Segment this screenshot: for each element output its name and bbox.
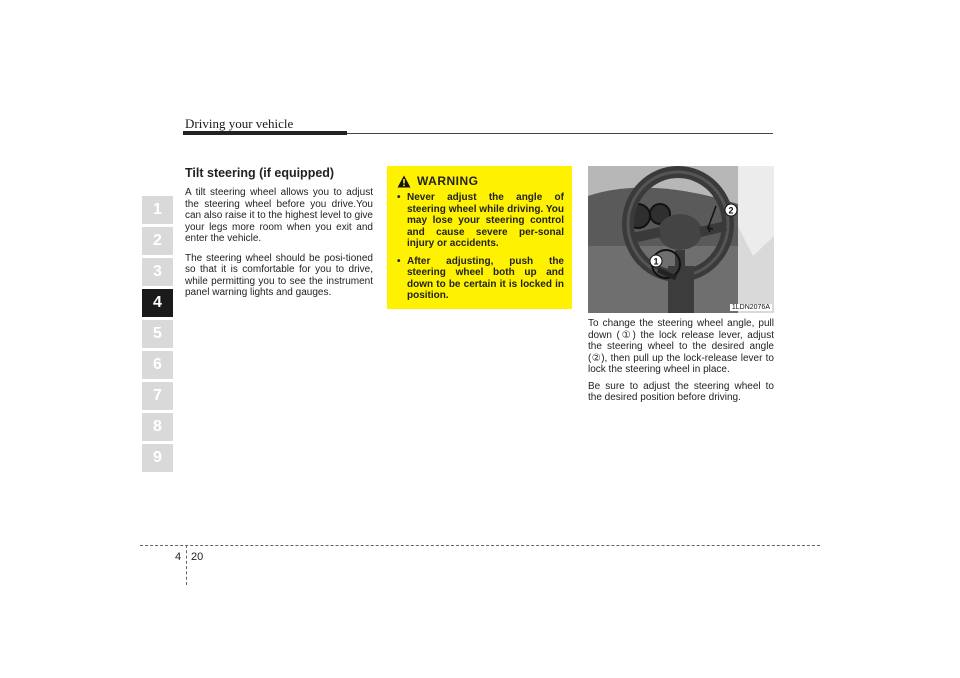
chapter-tab-6[interactable]: 6 (142, 351, 173, 379)
warning-item (397, 256, 564, 302)
figure-code: 1LDN2076A (731, 304, 770, 311)
bullet-icon: • (397, 192, 401, 203)
header-rule-thin (347, 133, 773, 134)
chapter-tab-9[interactable]: 9 (142, 444, 173, 472)
warning-list (397, 192, 564, 302)
steering-wheel-illustration (588, 166, 774, 313)
warning-item-text: Never adjust the angle of steering wheel while driving. You may lose your steering control and cause severe per-sonal injury or accidents. (407, 192, 564, 249)
warning-item-text: After adjusting, push the steering wheel both up and down to be certain it is locked in position. (407, 255, 564, 301)
steering-wheel-photo (588, 166, 774, 313)
section-column (185, 166, 373, 307)
section-paragraph: The steering wheel should be posi-tioned so that it is comfortable for you to drive, while permitting you to see the instrument panel warning lights and gauges. (185, 252, 373, 298)
instructions-column (588, 318, 774, 409)
callout-2: 2 (728, 205, 734, 216)
chapter-tab-2[interactable]: 2 (142, 227, 173, 255)
bullet-icon: • (397, 255, 401, 267)
instruction-paragraph: To change the steering wheel angle, pull down (①) the lock release lever, adjust the steering wheel to the desired angle (②), then pull up the lock-release lever to lock the steering wheel in place. (588, 318, 774, 375)
section-title: Tilt steering (if equipped) (185, 166, 335, 180)
chapter-tab-3[interactable]: 3 (142, 258, 173, 286)
header-rule-thick (183, 131, 347, 135)
chapter-tabs (142, 196, 173, 475)
warning-triangle-icon (397, 175, 411, 188)
chapter-tab-4[interactable]: 4 (142, 289, 173, 317)
footer-section-number: 4 (175, 551, 182, 563)
chapter-tab-1[interactable]: 1 (142, 196, 173, 224)
chapter-tab-7[interactable]: 7 (142, 382, 173, 410)
chapter-tab-8[interactable]: 8 (142, 413, 173, 441)
warning-box (387, 166, 572, 309)
chapter-tab-5[interactable]: 5 (142, 320, 173, 348)
callout-1: 1 (653, 256, 659, 267)
footer-divider (186, 545, 187, 585)
section-paragraph: A tilt steering wheel allows you to adjust the steering wheel before you drive.You can also raise it to the highest level to give your legs more room when you exit and enter the vehicle. (185, 187, 373, 244)
warning-title: WARNING (417, 174, 479, 188)
footer-page-number: 20 (191, 551, 204, 563)
warning-item (397, 192, 564, 250)
warning-header (397, 174, 564, 188)
instruction-paragraph: Be sure to adjust the steering wheel to the desired position before driving. (588, 380, 774, 403)
header-title: Driving your vehicle (185, 116, 294, 131)
footer-rule (140, 545, 820, 546)
